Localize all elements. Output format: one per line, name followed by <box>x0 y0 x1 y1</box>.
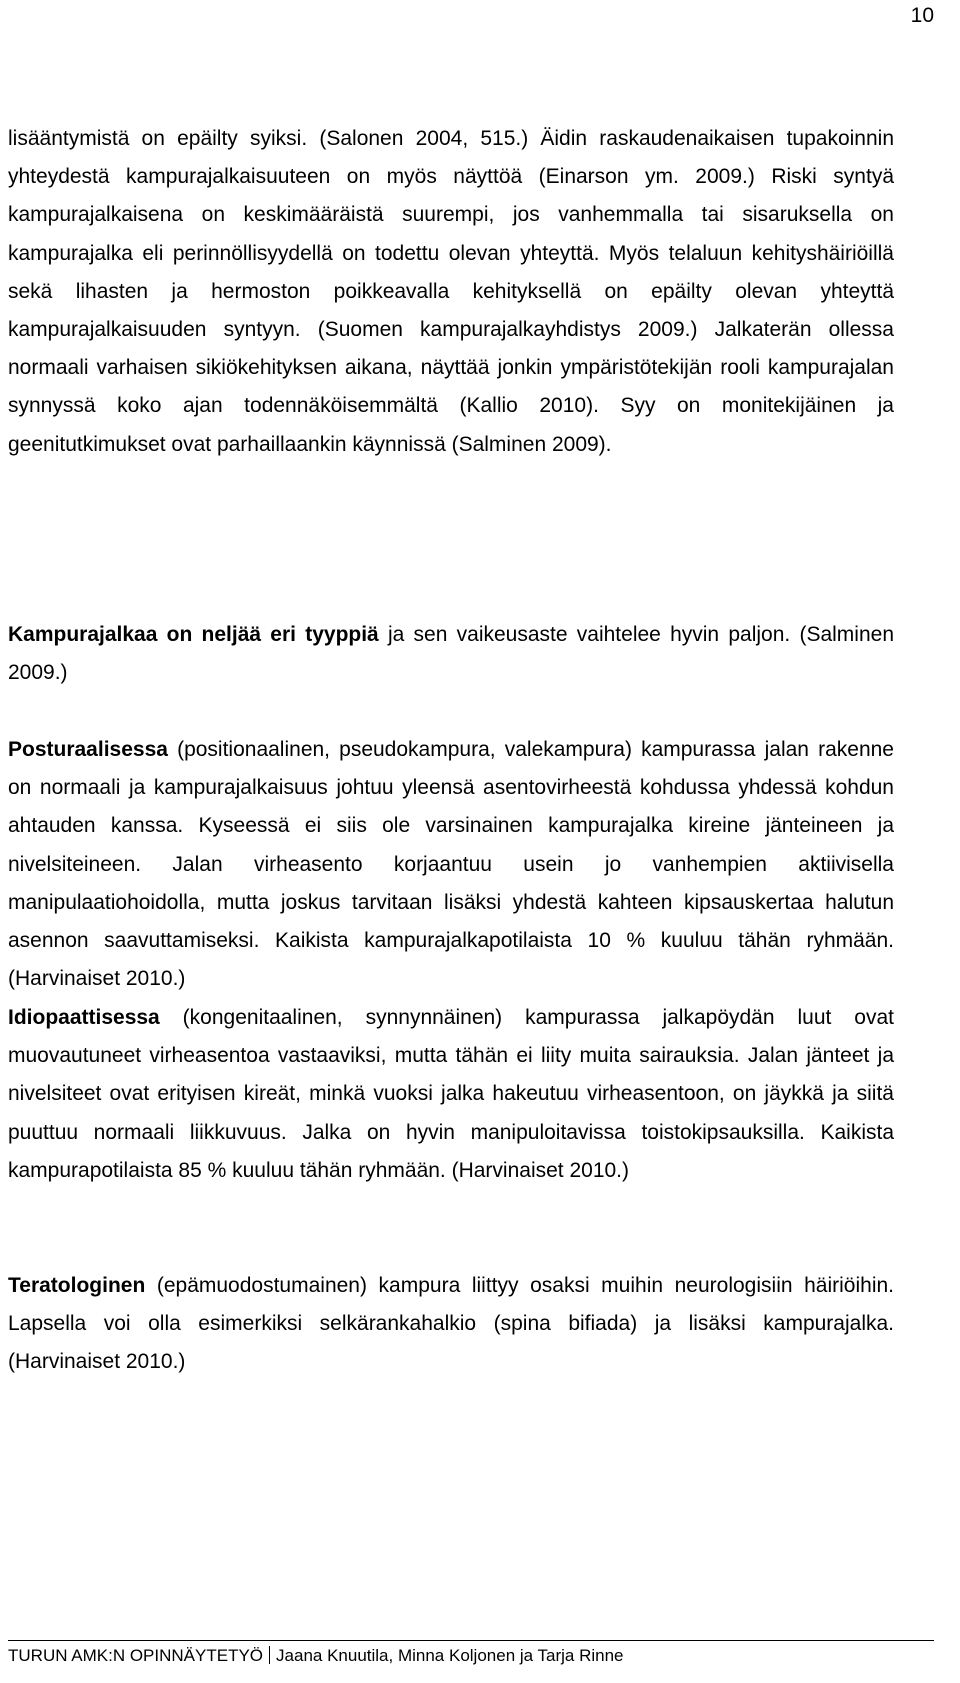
paragraph-text: (epämuodostumainen) kampura liittyy osaksi muihin neurologisiin häiriöihin. Lapsella voi olla esimerkiksi selkärankahalkio (spina bifiada) ja lisäksi kampurajalka. (Harvinaiset 2010.) <box>8 1274 894 1374</box>
footer-institution: TURUN AMK:N OPINNÄYTETYÖ <box>8 1646 264 1665</box>
footer-authors: Jaana Knuutila, Minna Koljonen ja Tarja Rinne <box>276 1646 624 1665</box>
paragraph-text: ja sen vaikeusaste vaihtelee hyvin paljon. (Salminen 2009.) <box>8 623 894 685</box>
paragraph-term: Idiopaattisessa <box>8 1006 160 1029</box>
page-footer <box>8 1640 934 1680</box>
paragraph-text: lisääntymistä on epäilty syiksi. (Salonen 2004, 515.) Äidin raskaudenaikaisen tupakoinnin yhteydestä kampurajalkaisuuteen on myös näyttöä (Einarson ym. 2009.) Riski syntyä kampurajalkaisena on keskimääräistä suurempi, jos vanhemmalla tai sisaruksella on kampurajalka eli perinnöllisyydellä on todettu olevan yhteyttä. Myös telaluun kehityshäiriöillä sekä lihasten ja hermoston poikkeavalla kehityksellä on epäilty olevan yhteyttä kampurajalkaisuuden syntyyn. (Suomen kampurajalkayhdistys 2009.) Jalkaterän ollessa normaali varhaisen sikiökehityksen aikana, näyttää jonkin ympäristötekijän rooli kampurajalan synnyssä koko ajan todennäköisemmältä (Kallio 2010). Syy on monitekijäinen ja geenitutkimukset ovat parhaillaankin käynnissä (Salminen 2009). <box>8 127 894 456</box>
page-number: 10 <box>910 4 934 27</box>
paragraph-types-intro <box>8 616 894 692</box>
paragraph-term: Kampurajalkaa on neljää eri tyyppiä <box>8 623 379 646</box>
paragraph-term: Teratologinen <box>8 1274 146 1297</box>
paragraph-text: (positionaalinen, pseudokampura, valekampura) kampurassa jalan rakenne on normaali ja kampurajalkaisuus johtuu yleensä asentovirheestä kohdussa yhdessä kohdun ahtauden kanssa. Kyseessä ei siis ole varsinainen kampurajalka kireine jänteineen ja nivelsiteineen. Jalan virheasento korjaantuu usein jo vanhempien aktiivisella manipulaatiohoidolla, mutta joskus tarvitaan lisäksi yhdestä kahteen kipsauskertaa halutun asennon saavuttamiseksi. Kaikista kampurajalkapotilaista 10 % kuuluu tähän ryhmään. (Harvinaiset 2010.) <box>8 738 894 991</box>
paragraph-term: Posturaalisessa <box>8 738 168 761</box>
paragraph-teratologic <box>8 1267 894 1382</box>
footer-text <box>8 1641 934 1671</box>
paragraph-idiopathic <box>8 999 894 1190</box>
paragraph-text: (kongenitaalinen, synnynnäinen) kampurassa jalkapöydän luut ovat muovautuneet virheasentoa vastaaviksi, mutta tähän ei liity muita sairauksia. Jalan jänteet ja nivelsiteet ovat erityisen kireät, minkä vuoksi jalka hakeutuu virheasentoon, on jäykkä ja siitä puuttuu normaali liikkuvuus. Jalka on hyvin manipuloitavissa toistokipsauksilla. Kaikista kampurapotilaista 85 % kuuluu tähän ryhmään. (Harvinaiset 2010.) <box>8 1006 894 1182</box>
footer-separator <box>269 1646 270 1664</box>
paragraph-causes <box>8 120 894 464</box>
paragraph-postural <box>8 731 894 998</box>
